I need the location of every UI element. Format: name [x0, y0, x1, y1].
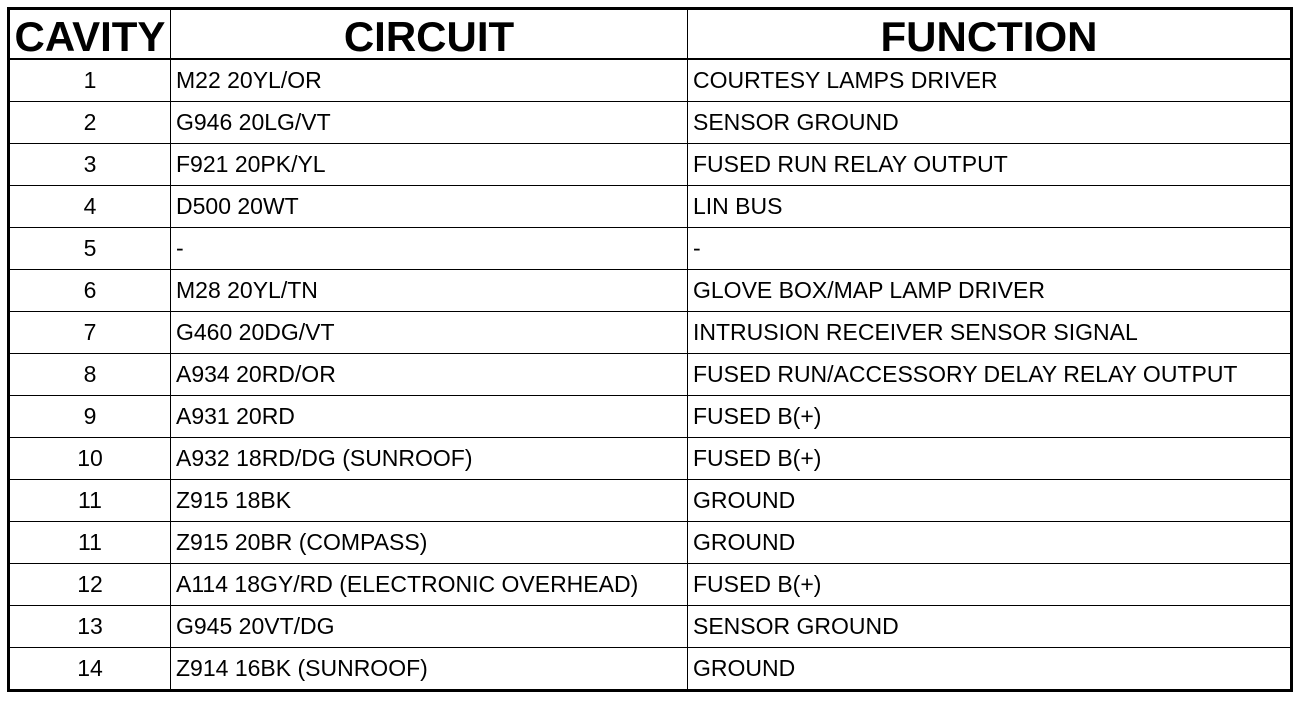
circuit-cell: Z915 20BR (COMPASS)	[171, 522, 688, 564]
cavity-cell: 6	[9, 270, 171, 312]
function-cell: -	[688, 228, 1292, 270]
table-row	[9, 102, 1292, 144]
function-cell: GROUND	[688, 522, 1292, 564]
function-cell: FUSED B(+)	[688, 396, 1292, 438]
cavity-cell: 11	[9, 480, 171, 522]
circuit-cell: D500 20WT	[171, 186, 688, 228]
function-cell: FUSED B(+)	[688, 564, 1292, 606]
function-cell: COURTESY LAMPS DRIVER	[688, 59, 1292, 102]
table-row	[9, 480, 1292, 522]
table-row	[9, 354, 1292, 396]
circuit-cell: G460 20DG/VT	[171, 312, 688, 354]
circuit-cell: Z914 16BK (SUNROOF)	[171, 648, 688, 691]
function-cell: GROUND	[688, 480, 1292, 522]
cavity-cell: 11	[9, 522, 171, 564]
function-cell: FUSED RUN RELAY OUTPUT	[688, 144, 1292, 186]
function-cell: LIN BUS	[688, 186, 1292, 228]
function-cell: INTRUSION RECEIVER SENSOR SIGNAL	[688, 312, 1292, 354]
function-cell: SENSOR GROUND	[688, 102, 1292, 144]
cavity-cell: 13	[9, 606, 171, 648]
table-row	[9, 186, 1292, 228]
table-row	[9, 228, 1292, 270]
table-row	[9, 270, 1292, 312]
connector-pinout-table	[7, 7, 1293, 692]
circuit-cell: M28 20YL/TN	[171, 270, 688, 312]
circuit-cell: G946 20LG/VT	[171, 102, 688, 144]
table-body	[9, 59, 1292, 691]
cavity-cell: 7	[9, 312, 171, 354]
header-row	[9, 9, 1292, 60]
circuit-cell: A931 20RD	[171, 396, 688, 438]
column-header-circuit: CIRCUIT	[171, 9, 688, 60]
function-cell: GLOVE BOX/MAP LAMP DRIVER	[688, 270, 1292, 312]
function-cell: FUSED B(+)	[688, 438, 1292, 480]
table-row	[9, 648, 1292, 691]
circuit-cell: G945 20VT/DG	[171, 606, 688, 648]
circuit-cell: -	[171, 228, 688, 270]
table-row	[9, 312, 1292, 354]
cavity-cell: 9	[9, 396, 171, 438]
table-row	[9, 522, 1292, 564]
circuit-cell: A932 18RD/DG (SUNROOF)	[171, 438, 688, 480]
cavity-cell: 4	[9, 186, 171, 228]
cavity-cell: 8	[9, 354, 171, 396]
column-header-function: FUNCTION	[688, 9, 1292, 60]
cavity-cell: 3	[9, 144, 171, 186]
circuit-cell: A114 18GY/RD (ELECTRONIC OVERHEAD)	[171, 564, 688, 606]
circuit-cell: Z915 18BK	[171, 480, 688, 522]
table-row	[9, 438, 1292, 480]
table-row	[9, 144, 1292, 186]
column-header-cavity: CAVITY	[9, 9, 171, 60]
function-cell: FUSED RUN/ACCESSORY DELAY RELAY OUTPUT	[688, 354, 1292, 396]
table-row	[9, 564, 1292, 606]
cavity-cell: 10	[9, 438, 171, 480]
table-row	[9, 606, 1292, 648]
function-cell: GROUND	[688, 648, 1292, 691]
function-cell: SENSOR GROUND	[688, 606, 1292, 648]
table-row	[9, 59, 1292, 102]
cavity-cell: 2	[9, 102, 171, 144]
cavity-cell: 12	[9, 564, 171, 606]
cavity-cell: 5	[9, 228, 171, 270]
circuit-cell: A934 20RD/OR	[171, 354, 688, 396]
cavity-cell: 1	[9, 59, 171, 102]
circuit-cell: F921 20PK/YL	[171, 144, 688, 186]
cavity-cell: 14	[9, 648, 171, 691]
circuit-cell: M22 20YL/OR	[171, 59, 688, 102]
table-row	[9, 396, 1292, 438]
